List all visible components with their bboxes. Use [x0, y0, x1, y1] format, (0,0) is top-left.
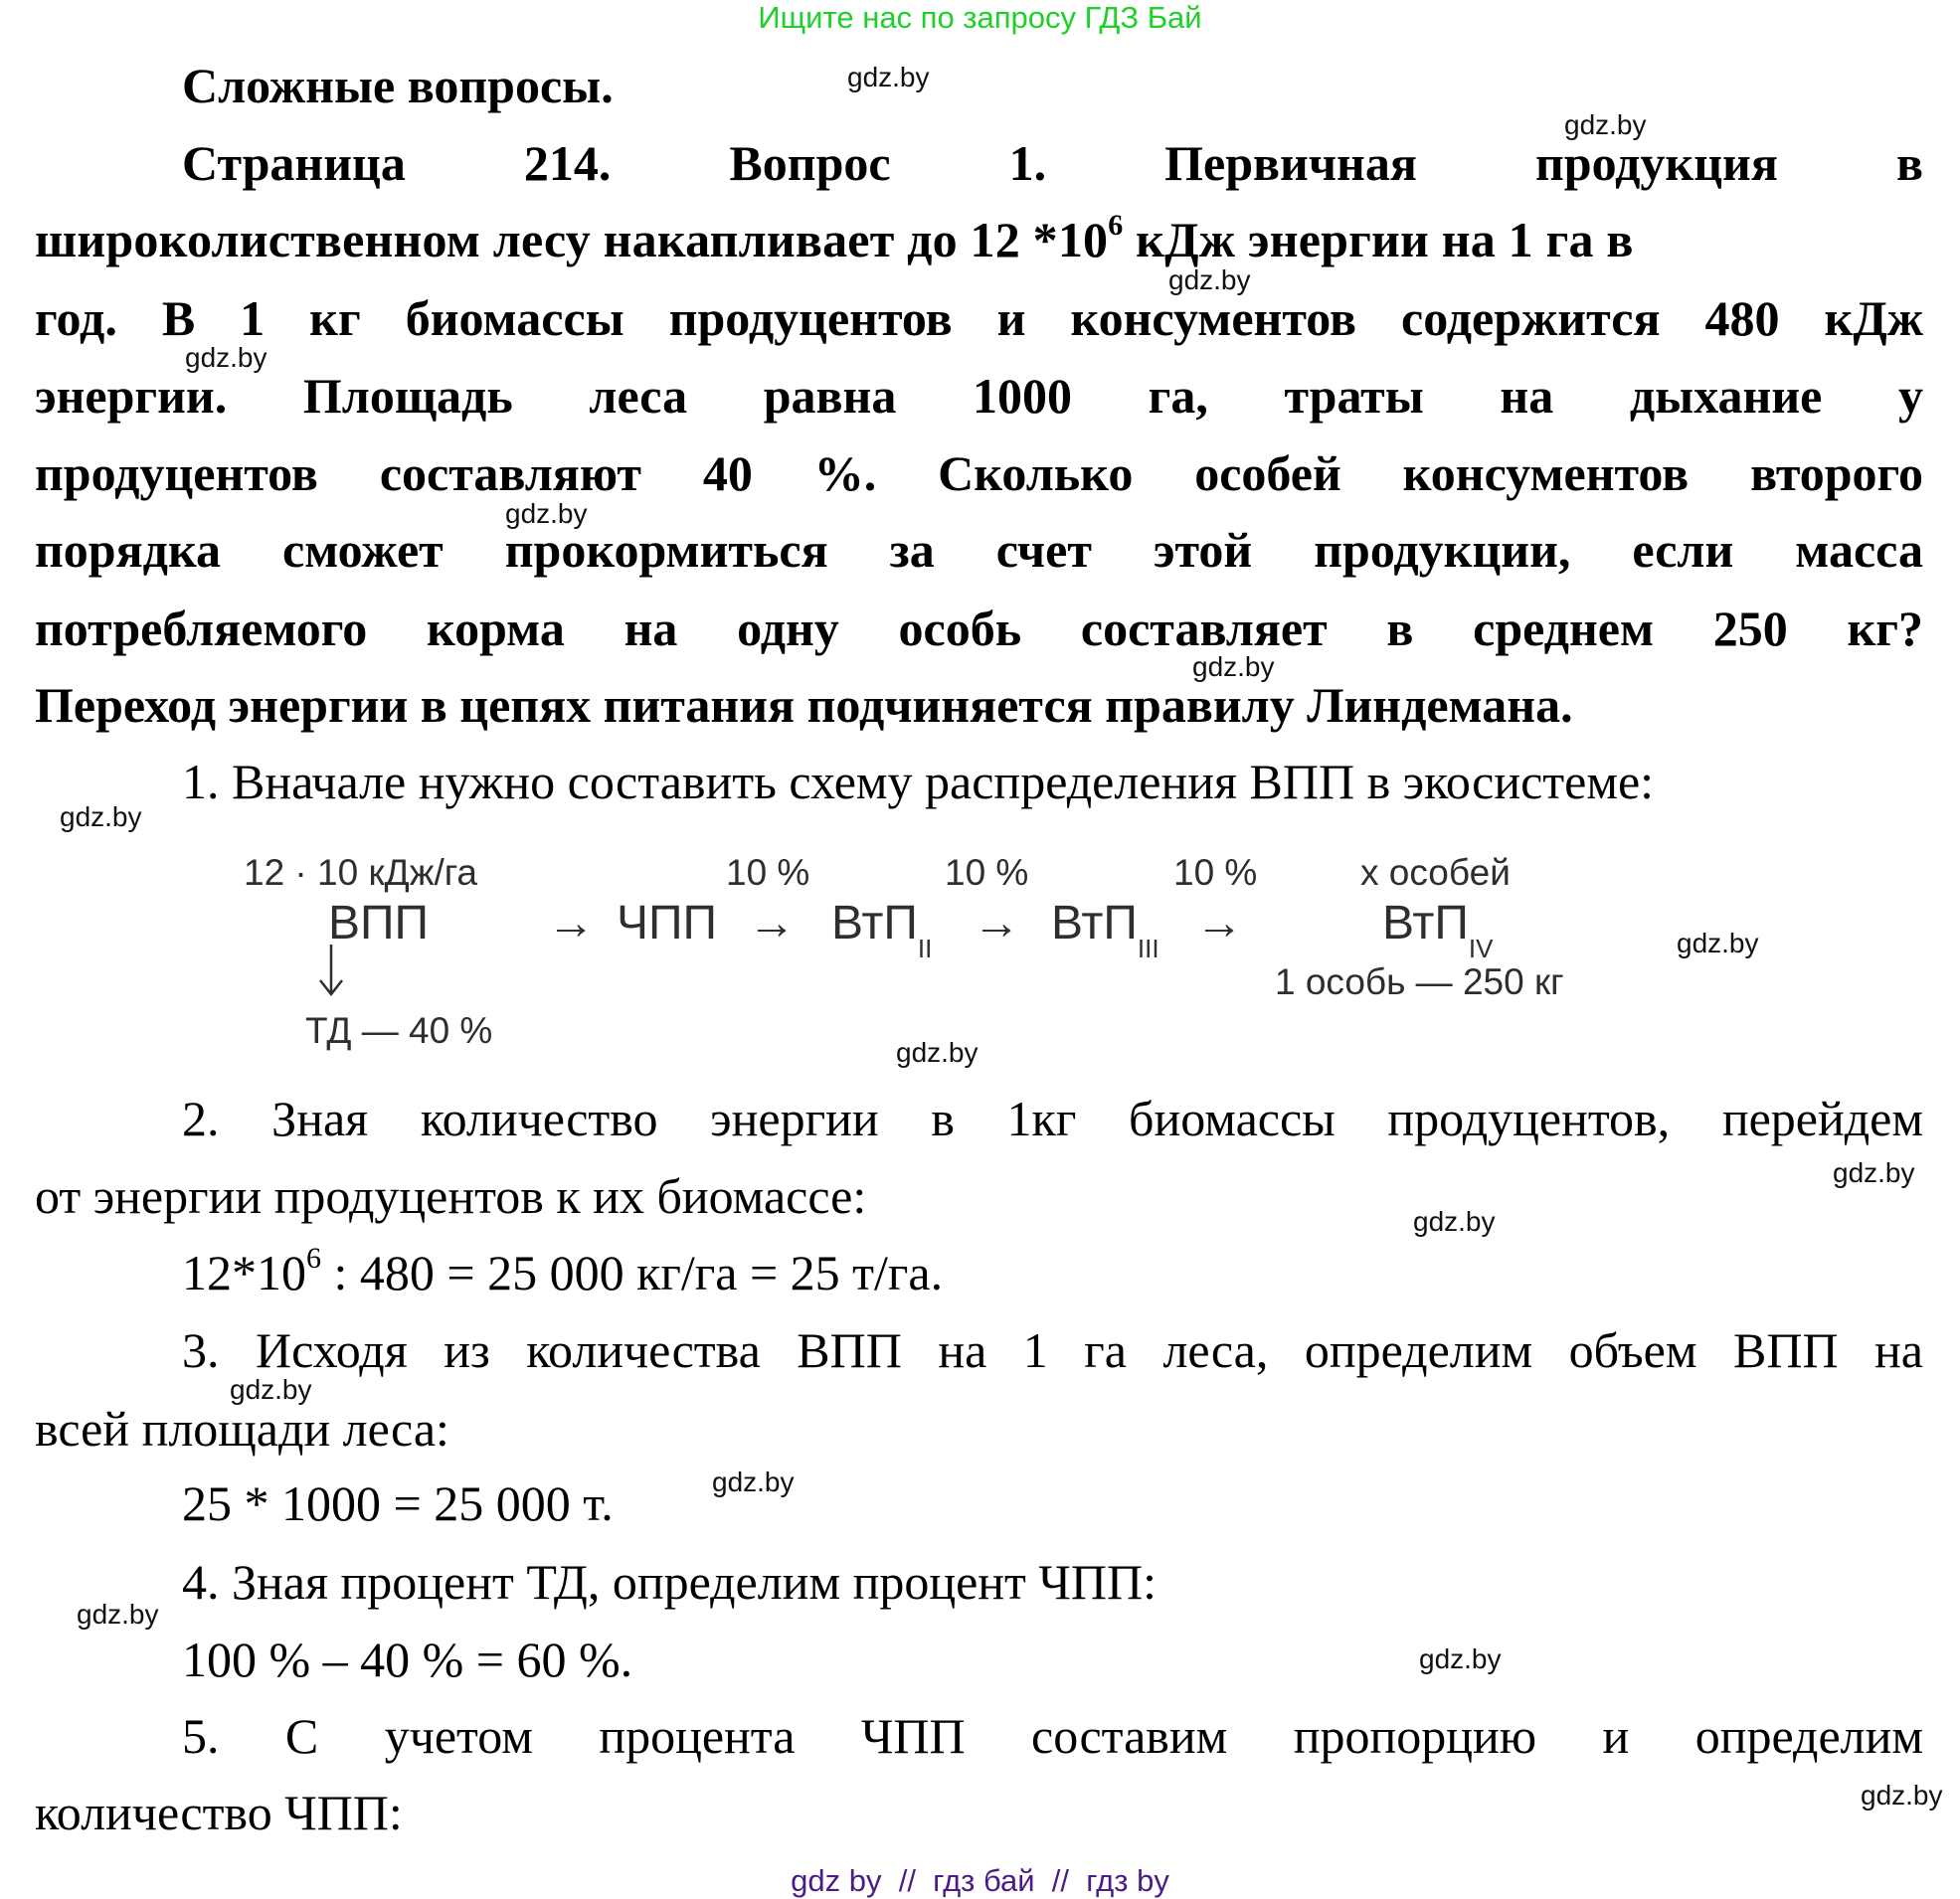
step-5-line-1: 5. С учетом процента ЧПП составим пропорцию и определим [182, 1708, 1923, 1764]
watermark: gdz.by [1413, 1206, 1496, 1237]
question-line-3: год. В 1 кг биомассы продуцентов и консументов содержится 480 кДж [35, 290, 1923, 346]
word: Первичная [1164, 135, 1417, 191]
chpp-node: ЧПП [617, 897, 717, 950]
arrow-right-icon: → [748, 897, 796, 950]
step-2-line-2: от энергии продуцентов к их биомассе: [35, 1168, 867, 1224]
word: 214. [523, 135, 612, 191]
arrow-right-icon: → [1195, 897, 1243, 950]
question-line-8: Переход энергии в цепях питания подчиняется правилу Линдемана. [35, 677, 1573, 733]
question-line-4: энергии. Площадь леса равна 1000 га, траты на дыхание у [35, 368, 1923, 424]
search-banner: Ищите нас по запросу ГДЗ Бай [758, 0, 1202, 35]
watermark: gdz.by [77, 1599, 159, 1630]
step-4-line-1: 4. Зная процент ТД, определим процент ЧПП: [182, 1554, 1158, 1610]
individuals-label: х особей [1360, 852, 1511, 893]
vtp-label: ВтП [1051, 897, 1138, 950]
exponent: 6 [306, 1242, 321, 1276]
watermark: gdz.by [896, 1037, 979, 1068]
subscript: III [1137, 933, 1159, 963]
step-1-text: 1. Вначале нужно составить схему распределения ВПП в экосистеме: [182, 754, 1655, 809]
step-5-line-2: количество ЧПП: [35, 1785, 403, 1840]
energy-label: 12 · 10 кДж/га [244, 852, 478, 893]
watermark: gdz.by [230, 1374, 312, 1405]
watermark: gdz.by [185, 342, 267, 373]
watermark: gdz.by [60, 801, 142, 832]
watermark: gdz.by [1168, 264, 1251, 295]
watermark: gdz.by [1677, 928, 1759, 958]
arrow-right-icon: → [973, 897, 1020, 950]
word: продукция [1534, 135, 1778, 191]
vtp-iii-node [1051, 897, 1159, 963]
question-line-2 [35, 208, 1923, 271]
question-line-6: порядка сможет прокормиться за счет этой продукции, если масса [35, 522, 1923, 578]
word: Вопрос [729, 135, 891, 191]
watermark: gdz.by [505, 498, 588, 529]
watermark: gdz.by [1861, 1780, 1943, 1811]
arrow-right-icon: → [547, 897, 595, 950]
question-line-2-text: широколиственном лесу накапливает до 12 *10 [35, 212, 1109, 267]
vtp-ii-node [831, 897, 933, 963]
section-title: Сложные вопросы. [182, 58, 614, 113]
per-individual-label: 1 особь — 250 кг [1275, 961, 1564, 1002]
subscript: IV [1468, 933, 1494, 963]
vtp-label: ВтП [1382, 897, 1469, 950]
watermark: gdz.by [1192, 651, 1275, 682]
question-line-7: потребляемого корма на одну особь составляет в среднем 250 кг? [35, 601, 1923, 656]
question-line-1 [182, 131, 1923, 195]
step-2-line-1: 2. Зная количество энергии в 1кг биомассы продуцентов, перейдем [182, 1091, 1923, 1146]
watermark: gdz.by [1833, 1157, 1915, 1188]
question-line-5: продуцентов составляют 40 %. Сколько особей консументов второго [35, 445, 1923, 501]
question-line-2-tail: кДж энергии на 1 га в [1123, 212, 1634, 267]
step-3-equation: 25 * 1000 = 25 000 т. [182, 1475, 614, 1531]
watermark: gdz.by [1564, 109, 1647, 140]
exponent: 6 [1108, 209, 1124, 243]
subscript: II [917, 933, 933, 963]
percent-label-2: 10 % [945, 852, 1029, 893]
vtp-label: ВтП [831, 897, 918, 950]
footer-links: gdz by // гдз бай // гдз by [791, 1863, 1169, 1898]
word: 1. [1008, 135, 1047, 191]
percent-label-3: 10 % [1173, 852, 1258, 893]
equation-part: : 480 = 25 000 кг/га = 25 т/га. [321, 1245, 944, 1300]
step-3-line-1: 3. Исходя из количества ВПП на 1 га леса, определим объем ВПП на [182, 1322, 1923, 1378]
percent-label-1: 10 % [726, 852, 810, 893]
watermark: gdz.by [847, 62, 930, 92]
vtp-iv-node [1382, 897, 1494, 963]
equation-part: 12*10 [182, 1245, 306, 1300]
step-2-equation [182, 1241, 1923, 1304]
arrow-down-icon [316, 945, 346, 996]
watermark: gdz.by [1419, 1643, 1502, 1674]
word: в [1895, 135, 1923, 191]
step-3-line-2: всей площади леса: [35, 1401, 449, 1457]
watermark: gdz.by [712, 1467, 795, 1497]
vpp-node: ВПП [328, 897, 430, 950]
td-label: ТД — 40 % [305, 1010, 493, 1051]
step-4-equation: 100 % – 40 % = 60 %. [182, 1632, 633, 1687]
word: Страница [182, 135, 406, 191]
